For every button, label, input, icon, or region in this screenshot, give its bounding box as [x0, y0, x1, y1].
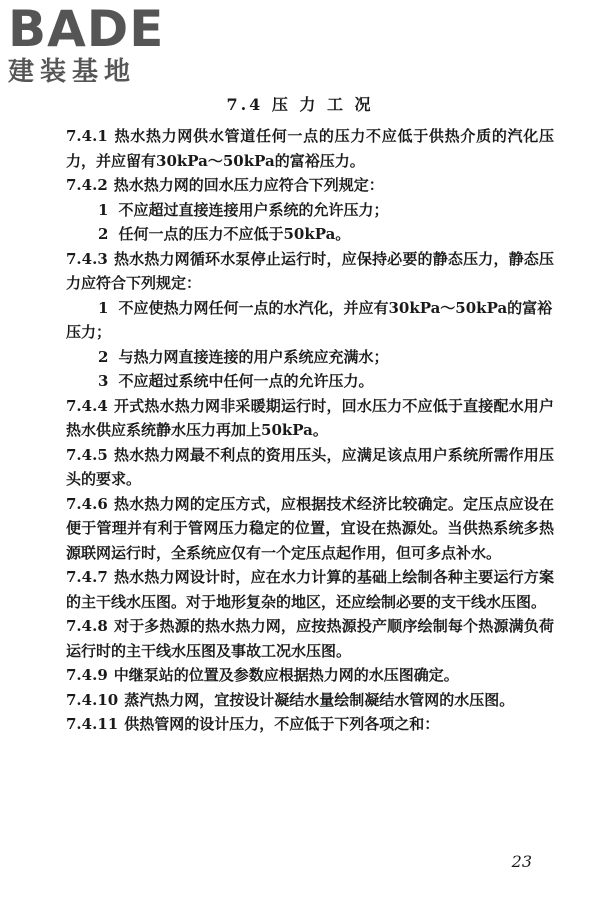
item-text: 不应超过系统中任何一点的允许压力。	[118, 372, 374, 390]
logo-latin-text: BADE	[8, 0, 165, 58]
clause-7-4-2-item-1	[66, 198, 554, 223]
item-number: 2	[98, 225, 109, 243]
clause-number: 7.4.4	[66, 396, 108, 415]
clause-number: 7.4.9	[66, 666, 108, 684]
item-number: 1	[98, 200, 109, 219]
clause-text: 对于多热源的热水热力网，应按热源投产顺序绘制每个热源满负荷运行时的主干线水压图及事故工况水压图。	[66, 617, 554, 660]
clause-7-4-3-item-3	[66, 369, 554, 394]
item-text: 不应超过直接连接用户系统的允许压力；	[118, 200, 389, 219]
section-title: 7.4 压 力 工 况	[226, 95, 374, 114]
clause-7-4-10	[66, 688, 554, 713]
clause-7-4-3	[66, 247, 554, 296]
clause-number: 7.4.7	[66, 568, 108, 586]
clause-number: 7.4.5	[66, 445, 108, 464]
logo-chinese-text: 建装基地	[8, 57, 137, 87]
clause-7-4-1	[66, 124, 554, 173]
clause-text: 热水热力网的定压方式，应根据技术经济比较确定。定压点应设在便于管理并有利于管网压力稳定的位置，宜设在热源处。当供热系统多热源联网运行时，全系统应仅有一个定压点起作用，但可多点补水。	[66, 494, 554, 562]
clause-text: 热水热力网供水管道任何一点的压力不应低于供热介质的汽化压力，并应留有30kPa～50kPa的富裕压力。	[66, 127, 554, 170]
clause-7-4-3-item-1	[66, 296, 554, 345]
clause-number: 7.4.2	[66, 176, 108, 194]
clause-7-4-11	[66, 712, 554, 737]
clause-7-4-3-item-2	[66, 345, 554, 370]
clause-number: 7.4.11	[66, 715, 119, 733]
clause-number: 7.4.8	[66, 617, 108, 635]
clause-text: 热水热力网的回水压力应符合下列规定：	[113, 176, 384, 194]
page-number: 23	[511, 852, 532, 871]
item-number: 2	[98, 347, 109, 366]
clause-text: 热水热力网最不利点的资用压头，应满足该点用户系统所需作用压头的要求。	[66, 445, 554, 488]
item-number: 1	[98, 298, 109, 317]
clause-number: 7.4.6	[66, 494, 108, 513]
document-body	[66, 124, 554, 737]
clause-text: 蒸汽热力网，宜按设计凝结水量绘制凝结水管网的水压图。	[124, 690, 515, 709]
clause-7-4-7	[66, 565, 554, 614]
clause-7-4-6	[66, 492, 554, 566]
clause-7-4-8	[66, 614, 554, 663]
clause-text: 热水热力网设计时，应在水力计算的基础上绘制各种主要运行方案的主干线水压图。对于地形复杂的地区，还应绘制必要的支干线水压图。	[66, 568, 554, 611]
item-text: 不应使热力网任何一点的水汽化，并应有30kPa～50kPa的富裕压力；	[66, 298, 553, 341]
clause-number: 7.4.1	[66, 127, 108, 145]
clause-text: 供热管网的设计压力，不应低于下列各项之和：	[124, 715, 440, 733]
clause-number: 7.4.10	[66, 690, 119, 709]
clause-7-4-9	[66, 663, 554, 688]
clause-text: 中继泵站的位置及参数应根据热力网的水压图确定。	[113, 666, 459, 684]
item-text: 任何一点的压力不应低于50kPa。	[118, 225, 351, 243]
clause-7-4-2	[66, 173, 554, 198]
clause-7-4-5	[66, 443, 554, 492]
clause-text: 开式热水热力网非采暖期运行时，回水压力不应低于直接配水用户热水供应系统静水压力再加上50kPa。	[66, 396, 554, 439]
clause-number: 7.4.3	[66, 249, 108, 268]
clause-7-4-2-item-2	[66, 222, 554, 247]
clause-text: 热水热力网循环水泵停止运行时，应保持必要的静态压力，静态压力应符合下列规定：	[66, 249, 554, 292]
item-text: 与热力网直接连接的用户系统应充满水；	[118, 347, 389, 366]
bade-logo	[8, 0, 178, 88]
item-number: 3	[98, 372, 109, 390]
clause-7-4-4	[66, 394, 554, 443]
